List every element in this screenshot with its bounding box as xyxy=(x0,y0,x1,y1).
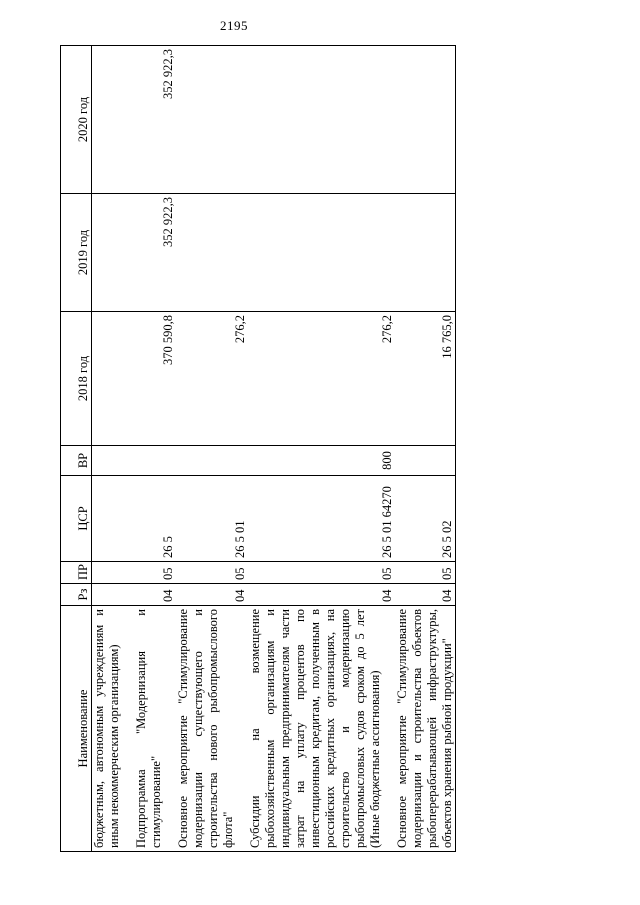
budget-table xyxy=(60,45,456,852)
header-vr: ВР xyxy=(61,446,92,476)
row-2018: 16 765,0 xyxy=(395,312,456,446)
header-2020: 2020 год xyxy=(61,46,92,194)
row-name: Подпрограмма "Модернизация и стимулирование" xyxy=(134,606,176,852)
row-2019: 352 922,3 xyxy=(134,194,176,312)
header-name: Наименование xyxy=(61,606,92,852)
row-2018: 276,2 xyxy=(248,312,395,446)
row-pr: 05 xyxy=(395,562,456,584)
row-2019 xyxy=(176,194,248,312)
row-2020 xyxy=(92,46,135,194)
row-vr xyxy=(92,446,135,476)
row-rz: 04 xyxy=(248,584,395,606)
row-2018 xyxy=(92,312,135,446)
row-csr: 26 5 xyxy=(134,476,176,562)
row-csr xyxy=(92,476,135,562)
table-row xyxy=(92,46,135,852)
row-rz: 04 xyxy=(134,584,176,606)
table-header-row xyxy=(61,46,92,852)
row-2020 xyxy=(395,46,456,194)
table-row xyxy=(134,46,176,852)
row-pr: 05 xyxy=(176,562,248,584)
row-rz xyxy=(92,584,135,606)
row-pr xyxy=(92,562,135,584)
row-pr: 05 xyxy=(134,562,176,584)
budget-table-rotated xyxy=(60,46,580,852)
row-2018: 370 590,8 xyxy=(134,312,176,446)
row-vr xyxy=(395,446,456,476)
header-2019: 2019 год xyxy=(61,194,92,312)
header-rz: Рз xyxy=(61,584,92,606)
row-name: Основное мероприятие "Стимулирование модернизации существующего и строительства нового рыбопромыслового флота" xyxy=(176,606,248,852)
header-2018: 2018 год xyxy=(61,312,92,446)
row-pr: 05 xyxy=(248,562,395,584)
row-rz: 04 xyxy=(395,584,456,606)
table-row xyxy=(395,46,456,852)
row-vr xyxy=(134,446,176,476)
row-csr: 26 5 01 xyxy=(176,476,248,562)
row-name: Субсидии на возмещение рыбохозяйственным организациям и индивидуальным предпринимателям части затрат на уплату процентов по инвестиционным кредитам, полученным в российских кредитных организациях, на строительство и модернизацию рыбопромысловых судов сроком до 5 лет (Иные бюджетные ассигнования) xyxy=(248,606,395,852)
row-2018: 276,2 xyxy=(176,312,248,446)
row-vr: 800 xyxy=(248,446,395,476)
row-2020: 352 922,3 xyxy=(134,46,176,194)
row-csr: 26 5 02 xyxy=(395,476,456,562)
table-row xyxy=(248,46,395,852)
row-rz: 04 xyxy=(176,584,248,606)
row-name: Основное мероприятие "Стимулирование модернизации и строительства объектов рыбоперерабатывающей инфраструктуры, объектов хранения рыбной продукции" xyxy=(395,606,456,852)
page-number: 2195 xyxy=(220,18,248,33)
row-2020 xyxy=(248,46,395,194)
row-2020 xyxy=(176,46,248,194)
row-2019 xyxy=(92,194,135,312)
header-csr: ЦСР xyxy=(61,476,92,562)
row-vr xyxy=(176,446,248,476)
row-2019 xyxy=(248,194,395,312)
row-csr: 26 5 01 64270 xyxy=(248,476,395,562)
row-2019 xyxy=(395,194,456,312)
header-pr: ПР xyxy=(61,562,92,584)
row-name: бюджетным, автономным учреждениям и иным некоммерческим организациям) xyxy=(92,606,135,852)
table-row xyxy=(176,46,248,852)
